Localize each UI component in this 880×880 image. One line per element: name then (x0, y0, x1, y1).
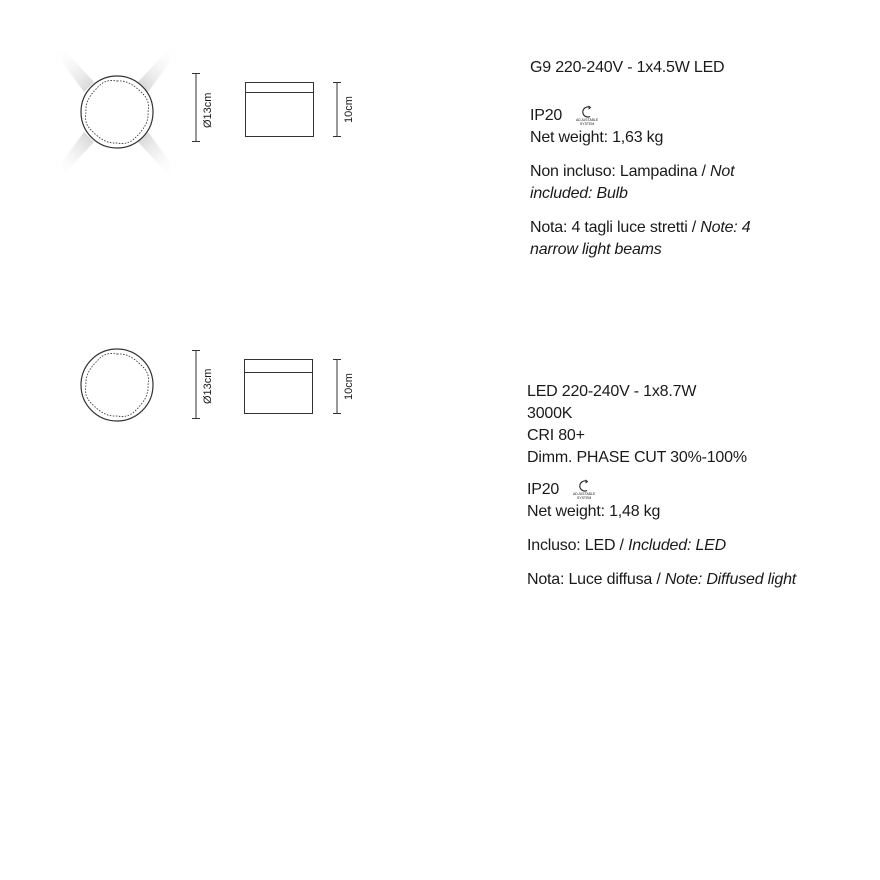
top-view-circle-icon (77, 72, 157, 152)
color-temperature: 3000K (527, 405, 573, 422)
power-spec: G9 220-240V - 1x4.5W LED (530, 59, 725, 76)
power-spec: LED 220-240V - 1x8.7W (527, 383, 697, 400)
ip-rating: IP20 (530, 107, 563, 124)
bulb-info-en: Not included: Bulb (530, 163, 735, 202)
diameter-dimension-line (190, 350, 202, 420)
diameter-label: Ø13cm (202, 92, 214, 128)
adjustable-system-text: ADJUSTABLE SYSTEM (572, 492, 596, 500)
adjustable-system-icon (572, 105, 602, 127)
net-weight: Net weight: 1,63 kg (530, 129, 664, 146)
ip-row (530, 105, 800, 127)
included-info-en: Included: LED (628, 537, 726, 554)
net-weight: Net weight: 1,48 kg (527, 503, 661, 520)
height-label: 10cm (343, 96, 355, 123)
side-view-drawing (244, 359, 316, 417)
side-view-drawing (245, 82, 317, 140)
bulb-info-it: Non incluso: Lampadina / (530, 163, 711, 180)
top-view-circle-icon (77, 345, 157, 425)
bulb-info (530, 161, 800, 205)
note-info-it: Nota: 4 tagli luce stretti / (530, 219, 701, 236)
height-dimension-line (331, 82, 343, 142)
note-info-en: Note: 4 narrow light beams (530, 219, 751, 258)
ip-row (527, 479, 807, 501)
note-info-en: Note: Diffused light (664, 571, 797, 588)
dimming-spec: Dimm. PHASE CUT 30%-100% (527, 449, 747, 466)
product-1-specs (530, 57, 800, 261)
adjustable-system-text: ADJUSTABLE SYSTEM (575, 118, 599, 126)
ip-rating: IP20 (527, 481, 560, 498)
diameter-dimension-line (190, 73, 202, 143)
note-info (530, 217, 800, 261)
included-info-it: Incluso: LED / (527, 537, 629, 554)
height-dimension-line (331, 359, 343, 419)
cri-spec: CRI 80+ (527, 427, 585, 444)
note-info (527, 569, 807, 591)
height-label: 10cm (343, 373, 355, 400)
diameter-label: Ø13cm (202, 368, 214, 404)
included-info (527, 535, 807, 557)
adjustable-system-icon (569, 479, 599, 501)
note-info-it: Nota: Luce diffusa / (527, 571, 665, 588)
product-2-specs (527, 381, 807, 591)
